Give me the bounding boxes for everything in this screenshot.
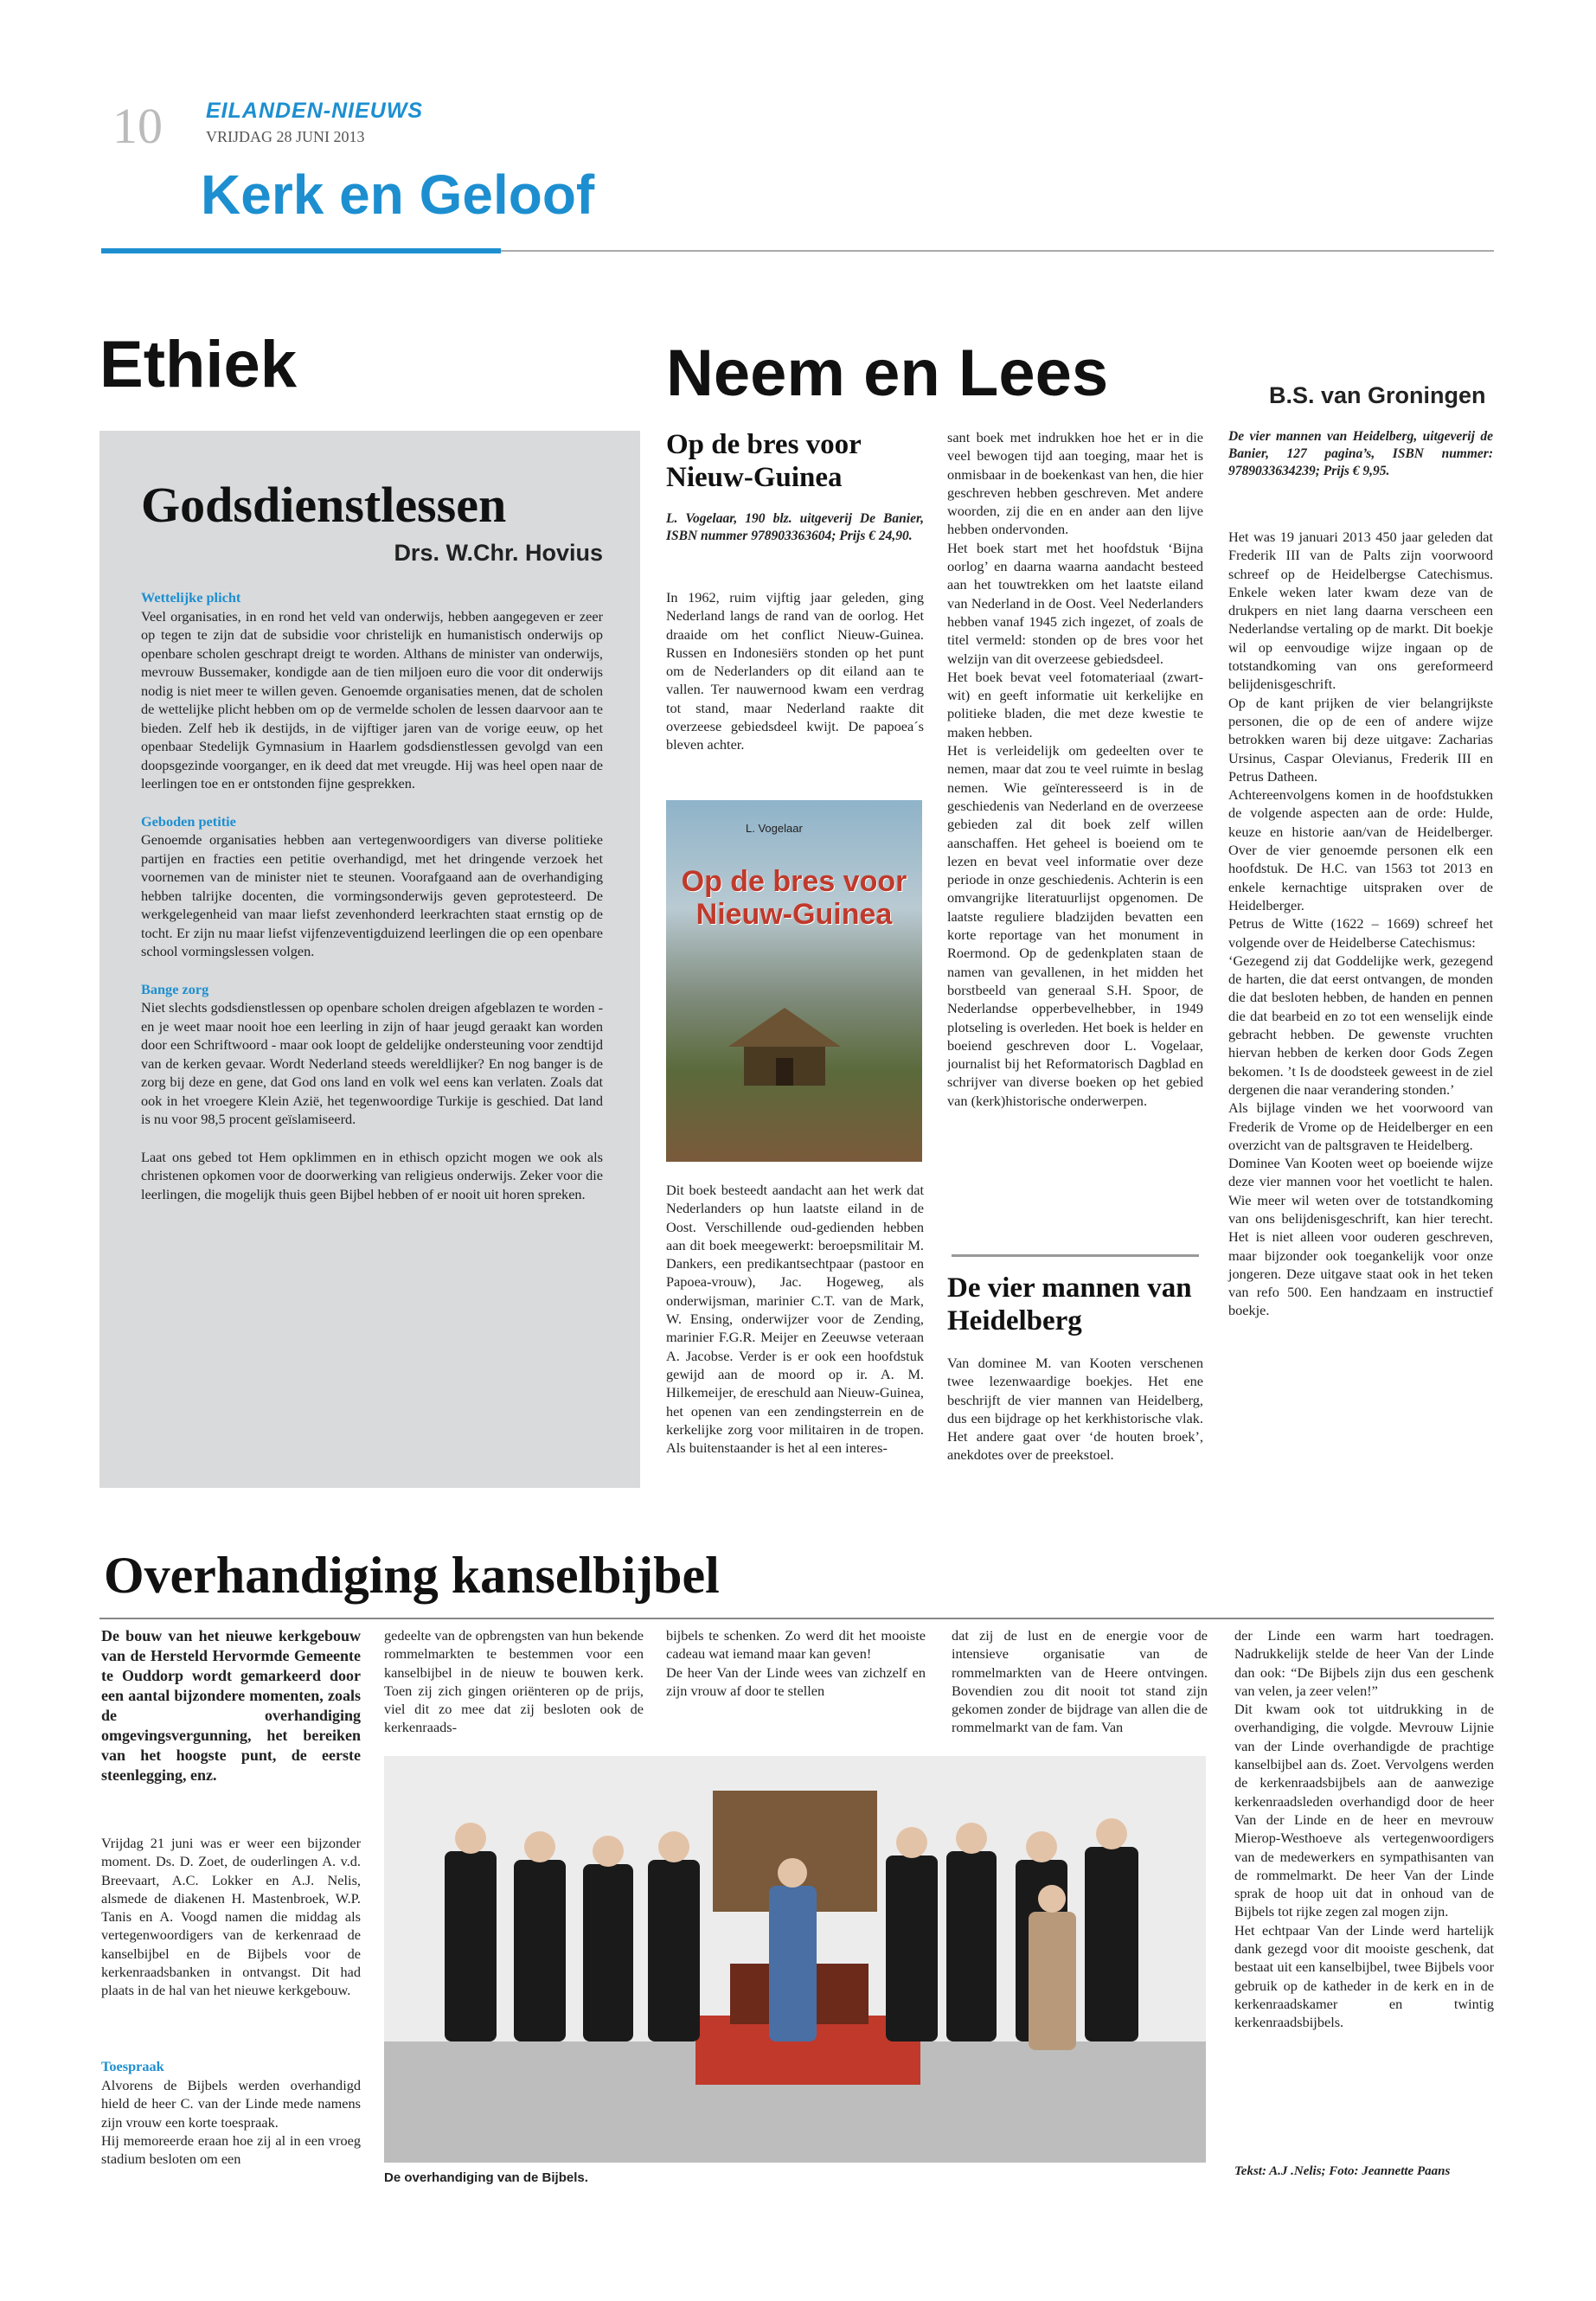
column-text: Het was 19 januari 2013 450 jaar geleden dat Frederik III van de Palts zijn voorwoord schreef op de Heidelbergse Catechismus. Enkele weken later kwam deze van de drukpers en niet lang daarna verscheen een Nederlandse vertaling op de markt. Dit boekje wil op eenvoudige wijze ingaan op de totstandkoming van ons gereformeerd belijdenisgeschrift. Op de kant prijken de vier belangrijkste personen, die op de een of andere wijze betrokken waren bij deze uitgave: Zacharias Ursinus, Caspar Olevianus, Frederik III en Petrus Datheen. Achtereenvolgens komen in de hoofdstukken de volgende aspecten aan de orde: Hulde, keuze en historie aan/van de Heidelberger. Over de vier genoemde personen elk een hoofdstuk. De H.C. van 1563 tot 2013 en enkele kernachtige uitspraken over de Heidelberger. Petrus de Witte (1622 – 1669) schreef het volgende over de Heidelberse Catechismus: ‘Gezegend zij dat Goddelijke werk, gezegend de harten, die dat eerst ontvangen, de monden die dat besloten hebben, de handen en pennen die dat bearbeid en zo tot een wenselijk einde gebracht hebben. De gewenste vruchten hiervan hebben de kerken door Gods Zegen bekomen. ’t Is de doodsteek geweest in de ziel dergenen die naar verandering stonden.’ Als bijlage vinden we het voorwoord van Frederik de Vrome op de Heidelberger en een overzicht van de paltsgraven te Heidelberg. Dominee Van Kooten weet op boeiende wijze deze vier mannen voor het voetlicht te halen. Wie meer wil weten over de totstandkoming van ons belijdenisgeschrift, kan hier terecht. Het is niet alleen voor ouderen geschreven, maar bijzonder ook toegankelijk voor onze jongeren. Deze uitgave staat ook in het teken van refo 500. Een handzaam en instructief boekje.: [1228, 529, 1493, 1319]
subhead: Toespraak: [101, 2058, 164, 2074]
column-text: sant boek met indrukken hoe het er in die veel bewogen tijd aan toeging, maar het is onmisbaar in de boekenkast van hen, die hier geschreven hebben geschreven. Met andere woorden, zij die en en ander aan den lijve hebben ondervonden. Het boek start met het hoofdstuk ‘Bijna oorlog’ en daarna waarna aandacht besteed aan het touwtrekken om het laatste eiland van Nederland in de Oost. Veel Nederlanders hebben vanaf 1945 zich ingezet, of zoals de titel vermeld: stonden op de bres voor het welzijn van dit overzeese gebiedsdeel. Het boek bevat veel fotomateriaal (zwart-wit) en geeft informatie uit kerkelijke en politieke bladen, die met deze kwestie te maken hebben. Het is verleidelijk om gedeelten over te nemen, maar dat zou te veel ruimte in beslag nemen. Wie geïnteresseerd is in de geschiedenis van Nederland en de overzeese gebieden zal dit boek zelf willen aanschaffen. Het geheel is boeiend om te lezen en bevat veel informatie over deze periode in onze geschiedenis. Achterin is een omvangrijke literatuurlijst opgenomen. De laatste reguliere bladzijden bevatten een korte reportage van het monument in Roermond. Op de gedenkplaten staan de namen van gevallenen, in het midden het borstbeeld van generaal S.H. Spoor, de Nederlandse opperbevelhebber, in 1949 plotseling is overleden. Het boek is helder en boeiend geschreven door L. Vogelaar, journalist bij het Reformatorisch Dagblad en schrijver van diverse boeken op het gebied van (kerk)historische onderwerpen.: [947, 429, 1203, 1109]
masthead-logo: EILANDEN-NIEUWS: [206, 99, 424, 123]
subhead: Wettelijke plicht: [141, 589, 241, 606]
ethiek-author: Drs. W.Chr. Hovius: [394, 540, 603, 566]
paragraph: Niet slechts godsdienstlessen op openbare scholen dreigen afgeblazen te worden - en je weet maar nooit hoe een leerling in zijn of haar jeugd geraakt kan worden door een Schriftwoord - maar ook loopt de geldelijke ondersteuning voor zendtijd van de kerken gevaar. Wordt Nederland steeds wereldlijker? En nog banger is de zorg bij deze en gene, dat God ons land en volk wel eens kan verlaten. Zoals dat ook in het vroegere Klein Azië, het tegenwoordige Turkije is geschied. Dat land is nu voor 98,5 procent geïslamiseerd.: [141, 999, 603, 1127]
divider: [952, 1254, 1199, 1257]
paragraph: dat zij de lust en de energie voor de intensieve organisatie van de rommelmarkten van de Heere ontvingen. Bovendien zou dit nooit tot stand zijn gekomen zonder de bijdrage van allen die de rommelmarkt van de fam. Van: [952, 1627, 1208, 1736]
ethiek-body: [141, 588, 603, 1203]
book-info: L. Vogelaar, 190 blz. uitgeverij De Banier, ISBN nummer 978903363604; Prijs € 24,90.: [666, 511, 924, 543]
article-title: Op de bres voor Nieuw-Guinea: [666, 429, 862, 493]
photo-credit: Tekst: A.J .Nelis; Foto: Jeannette Paans: [1234, 2164, 1451, 2178]
photo-caption: De overhandiging van de Bijbels.: [384, 2170, 588, 2185]
paragraph: Veel organisaties, in en rond het veld van onderwijs, hebben aangegeven er zeer op tegen te zijn dat de subsidie voor christelijk en humanistisch onderwijs op openbare scholen geschrapt dreigt te worden. Althans de minister van onderwijs, mevrouw Bussemaker, kondigde aan de tien miljoen euro die voor dit onderwijs nodig is niet meer te willen geven. Genoemde organisaties menen, dat de scholen de wettelijke plicht hebben om op de vermelde scholen de lessen daarvoor aan te bieden. Zelf heb ik destijds, in de vijftiger jaren van de vorige eeuw, op het openbaar Stedelijk Gymnasium in Haarlem godsdienstlessen gevolgd van een doopsgezinde voorganger, en ik deed dat met vreugde. Hij was heel open naar de leerlingen toe en er ontstonden fijne gesprekken.: [141, 607, 603, 792]
paragraph: Alvorens de Bijbels werden overhandigd hield de heer C. van der Linde mede namens zijn vrouw een korte toespraak. Hij memoreerde eraan hoe zij al in een vroeg stadium besloten om een: [101, 2077, 361, 2168]
page-number: 10: [112, 98, 163, 154]
subhead: Geboden petitie: [141, 812, 236, 830]
group-photo: [384, 1756, 1206, 2163]
article-title: De vier mannen van Heidelberg: [947, 1272, 1192, 1336]
ethiek-heading: Ethiek: [99, 328, 298, 401]
section-rule: [501, 250, 1494, 252]
divider: [99, 1618, 1494, 1619]
neem-author: B.S. van Groningen: [1269, 382, 1486, 408]
section-title: Kerk en Geloof: [201, 163, 595, 226]
paragraph: In 1962, ruim vijftig jaar geleden, ging Nederland langs de rand van de oorlog. Het draaide om het conflict Nieuw-Guinea. Russen en Indonesiërs stonden op het punt om de Nederlanders op dit eiland aan te vallen. Ter nauwernood kwam een verdrag tot stand, maar Nederland raakte dit overzeese gebiedsdeel kwijt. De papoea´s bleven achter.: [666, 589, 924, 753]
ethiek-article-title: Godsdienstlessen: [141, 477, 507, 533]
paragraph: gedeelte van de opbrengsten van hun bekende rommelmarkten te bestemmen voor een kanselbijbel in de nieuw te bouwen kerk. Toen zij zich gingen oriënteren op de prijs, viel dit zo mee dat zij besloten ook de kerkenraads-: [384, 1627, 644, 1736]
paragraph: Genoemde organisaties hebben aan vertegenwoordigers van diverse politieke partijen en fracties een petitie overhandigd, met het dringende verzoek het voornemen van de minister niet te steunen. Voorafgaand aan de overhandiging hebben talrijke docenten, die vormingsonderwijs geven geprotesteerd. De werkgelegenheid van maar liefst zevenhonderd leerkrachten staat ernstig op de tocht. Er zijn nu maar liefst vijfenzeventigduizend leerlingen die op een openbare school vormingslessen volgen.: [141, 831, 603, 959]
paragraph: Laat ons gebed tot Hem opklimmen en in ethisch opzicht mogen we ook als christenen opkomen voor de doorwerking van religieus onderwijs. Zeker voor die leerlingen, die mogelijk thuis geen Bijbel hebben of er nooit uit horen spreken.: [141, 1148, 603, 1202]
paragraph: der Linde een warm hart toedragen. Nadrukkelijk stelde de heer Van der Linde dan ook: “De Bijbels zijn dus een geschenk van velen, ja zeer velen!” Dit kwam ook tot uitdrukking in de overhandiging, die volgde. Mevrouw Lijnie van der Linde overhandigde de prachtige kanselbijbel aan ds. Zoet. Vervolgens werden de kerkenraadsbijbels aan de aanwezige kerkenraadsleden overhandigd door de heer Van der Linde en de heer en mevrouw Mierop-Westhoeve als vertegenwoordigers van de medewerkers en sympathisanten van de rommelmarkt. De heer Van der Linde sprak de hoop uit dat in onhoud van de Bijbels tot rijke zegen zal mogen zijn. Het echtpaar Van der Linde werd hartelijk dank gezegd voor dit mooiste geschenk, dat bestaat uit een kanselbijbel, twee Bijbels voor gebruik op de katheder in de kerk en in de kerkenraadskamer en twintig kerkenraadsbijbels.: [1234, 1627, 1494, 2031]
lead-paragraph: De bouw van het nieuwe kerkgebouw van de Hersteld Hervormde Gemeente te Ouddorp wordt gemarkeerd door een aantal bijzondere momenten, zoals de overhandiging omgevingsvergunning, het bereiken van het hoogste punt, de eerste steenlegging, enz.: [101, 1627, 361, 1784]
subhead: Bange zorg: [141, 980, 209, 997]
article-heading: Overhandiging kanselbijbel: [104, 1547, 720, 1604]
cover-author: L. Vogelaar: [746, 822, 803, 835]
paragraph: Vrijdag 21 juni was er weer een bijzonder moment. Ds. D. Zoet, de ouderlingen A. v.d. Breevaart, A.C. Lokker en A.J. Nelis, alsmede de diakenen H. Mastenbroek, W.P. Tanis en A. Voogd namen die middag als vertegenwoordigers van de kerkenraad de kanselbijbel en de Bijbels voor de kerkenraadsbanken in ontvangst. Dit had plaats in de hal van het nieuwe kerkgebouw.: [101, 1835, 361, 1999]
paragraph: Van dominee M. van Kooten verschenen twee lezenwaardige boekjes. Het ene beschrijft de vier mannen van Heidelberg, dus een bijdrage op het kerkhistorische vlak. Het andere gaat over ‘de houten broek’, anekdotes over de preekstoel.: [947, 1355, 1203, 1464]
neem-heading: Neem en Lees: [666, 336, 1109, 410]
paragraph: bijbels te schenken. Zo werd dit het mooiste cadeau wat iemand maar kan geven! De heer Van der Linde wees van zichzelf en zijn vrouw af door te stellen: [666, 1627, 926, 1699]
paragraph: Dit boek besteedt aandacht aan het werk dat Nederlanders op hun laatste eiland in de Oost. Verschillende oud-gedienden hebben aan dit boek meegewerkt: beroepsmilitair M. Dankers, een predikantsechtpaar (pastoor en Papoea-vrouw), Jac. Hogeweg, als onderwijsman, marinier C.T. van de Mark, W. Ensing, onderwijzer voor de Zending, marinier F.G.R. Meijer en Zeeuwse veteraan A. Jacobse. Verder is er ook een hoofdstuk gewijd aan de moord op ir. A. M. Hilkemeijer, de ereschuld aan Nieuw-Guinea, het openen van een zendingsterrein en de kerkelijke zorg voor militairen in de tropen. Als buitenstaander is het al een interes-: [666, 1182, 924, 1457]
book-cover-image: [666, 800, 922, 1162]
dateline: VRIJDAG 28 JUNI 2013: [206, 128, 365, 145]
section-rule-accent: [101, 248, 501, 253]
cover-title: Op de bres voor Nieuw-Guinea: [681, 865, 907, 931]
book-info: De vier mannen van Heidelberg, uitgeverij de Banier, 127 pagina’s, ISBN nummer: 9789033634239; Prijs € 9,95.: [1228, 429, 1493, 478]
photo-illustration: [384, 1756, 1206, 2163]
hut-illustration: [728, 1008, 841, 1086]
